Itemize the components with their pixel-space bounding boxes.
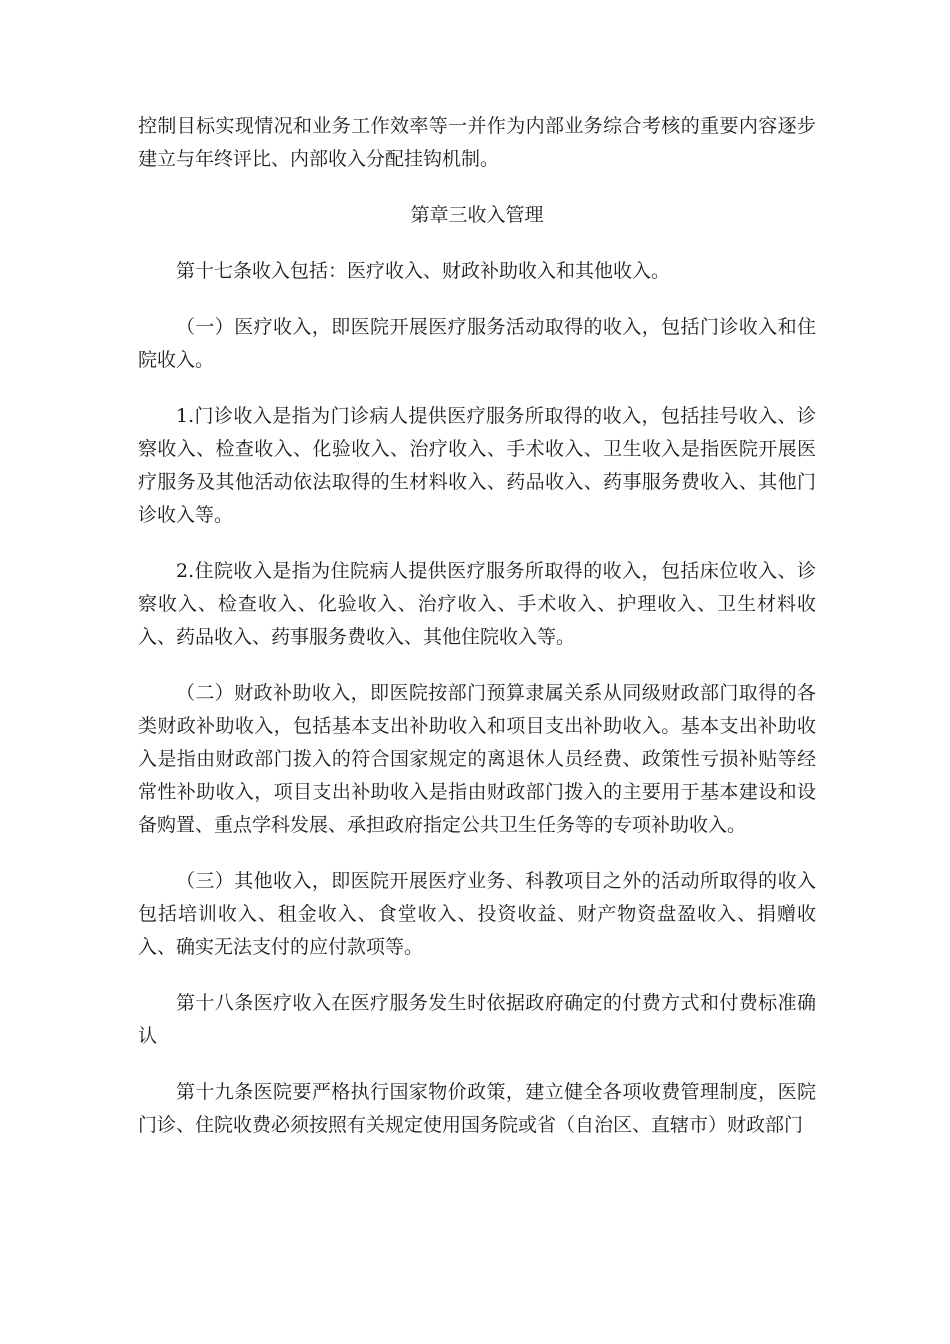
outpatient-income-paragraph: 1.门诊收入是指为门诊病人提供医疗服务所取得的收入，包括挂号收入、诊察收入、检查收入、化验收入、治疗收入、手术收入、卫生收入是指医院开展医疗服务及其他活动依法取得的生材料收入、药品收入、药事服务费收入、其他门诊收入等。 <box>138 405 816 526</box>
medical-income-paragraph: （一）医疗收入，即医院开展医疗服务活动取得的收入，包括门诊收入和住院收入。 <box>138 316 816 371</box>
other-income-paragraph: （三）其他收入，即医院开展医疗业务、科教项目之外的活动所取得的收入包括培训收入、租金收入、食堂收入、投资收益、财产物资盘盈收入、捐赠收入、确实无法支付的应付款项等。 <box>138 870 816 958</box>
intro-paragraph: 控制目标实现情况和业务工作效率等一并作为内部业务综合考核的重要内容逐步建立与年终评比、内部收入分配挂钩机制。 <box>138 115 816 170</box>
inpatient-income-paragraph: 2.住院收入是指为住院病人提供医疗服务所取得的收入，包括床位收入、诊察收入、检查收入、化验收入、治疗收入、手术收入、护理收入、卫生材料收入、药品收入、药事服务费收入、其他住院收入等。 <box>138 560 816 648</box>
fiscal-subsidy-paragraph: （二）财政补助收入，即医院按部门预算隶属关系从同级财政部门取得的各类财政补助收入，包括基本支出补助收入和项目支出补助收入。基本支出补助收入是指由财政部门拨入的符合国家规定的离退休人员经费、政策性亏损补贴等经常性补助收入，项目支出补助收入是指由财政部门拨入的主要用于基本建设和设备购置、重点学科发展、承担政府指定公共卫生任务等的专项补助收入。 <box>138 682 816 836</box>
article-18-paragraph: 第十八条医疗收入在医疗服务发生时依据政府确定的付费方式和付费标准确认 <box>138 992 816 1047</box>
article-17-paragraph: 第十七条收入包括：医疗收入、财政补助收入和其他收入。 <box>176 260 671 282</box>
chapter-heading: 第章三收入管理 <box>410 204 544 226</box>
document-page <box>138 110 816 1165</box>
article-19-paragraph: 第十九条医院要严格执行国家物价政策，建立健全各项收费管理制度，医院门诊、住院收费必须按照有关规定使用国务院或省（自治区、直辖市）财政部门 <box>138 1081 816 1136</box>
